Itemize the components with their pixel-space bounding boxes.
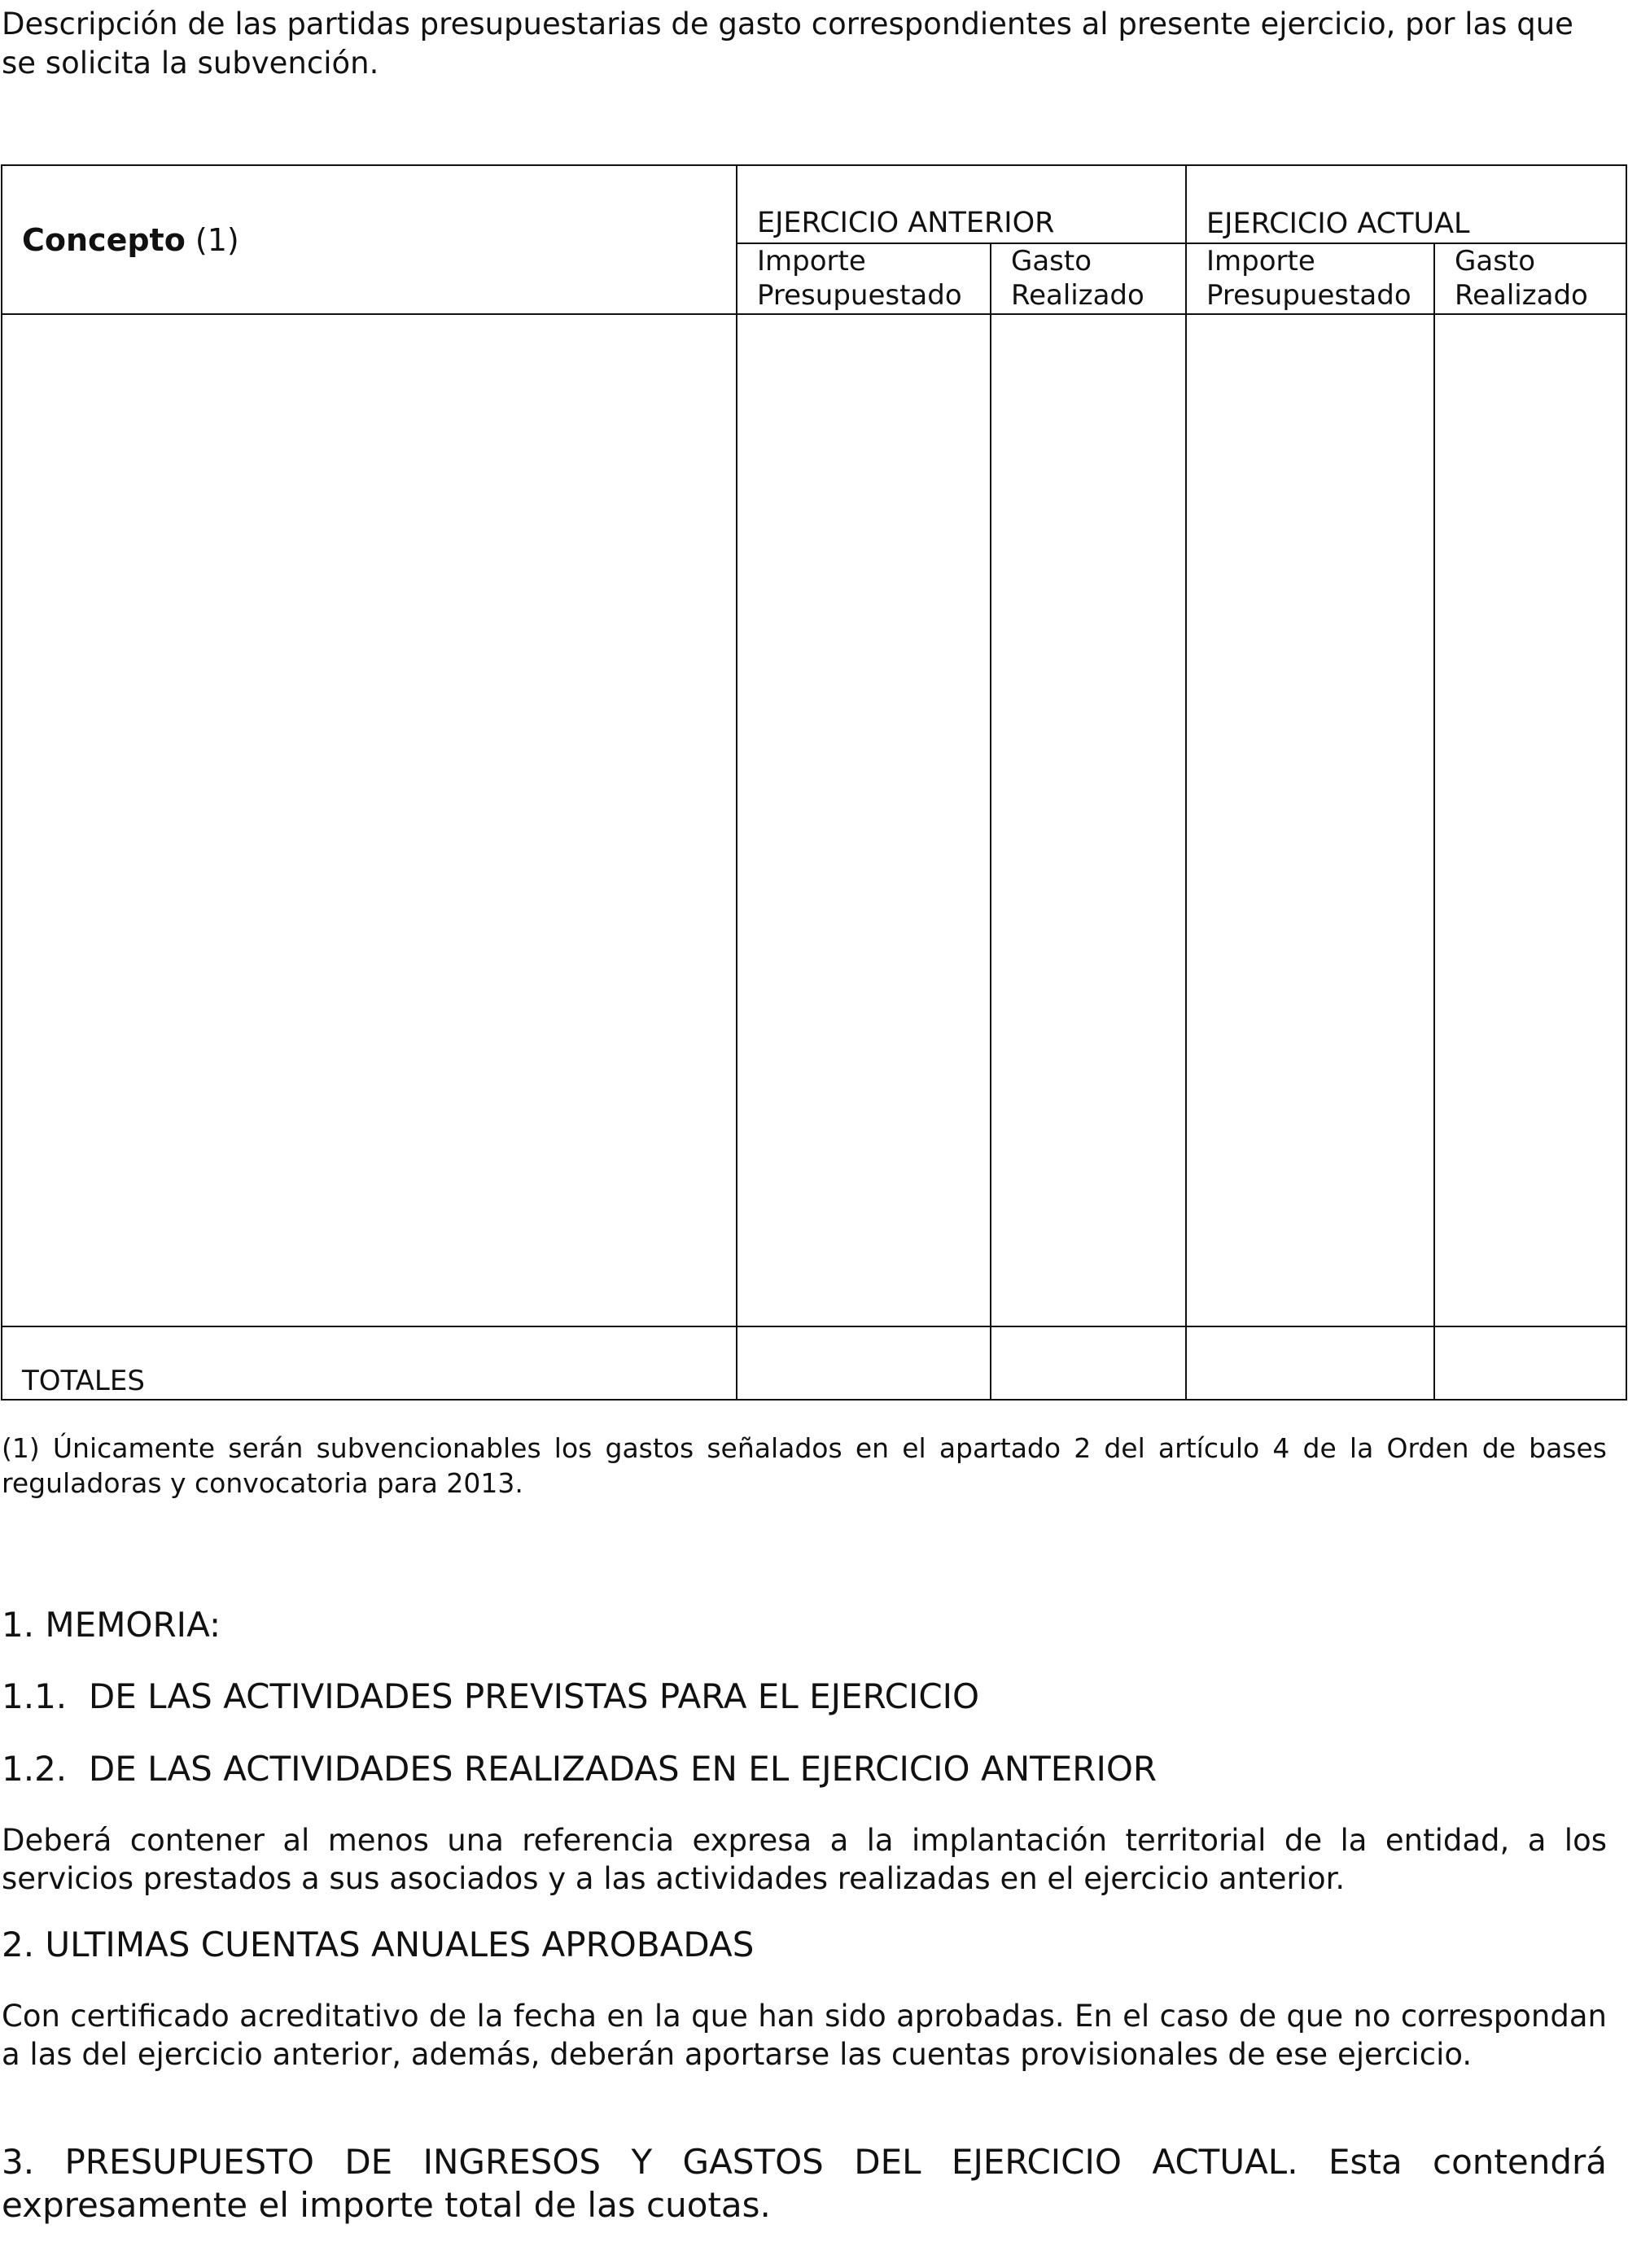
total-actual-importe-cell[interactable] bbox=[1186, 1326, 1434, 1400]
totales-label: TOTALES bbox=[2, 1326, 737, 1400]
concepto-label: Concepto bbox=[22, 221, 186, 258]
anterior-gasto-cell[interactable] bbox=[991, 314, 1186, 1326]
actual-importe-cell[interactable] bbox=[1186, 314, 1434, 1326]
table-row bbox=[2, 314, 1626, 1326]
concepto-cell[interactable] bbox=[2, 314, 737, 1326]
header-row-groups bbox=[2, 165, 1626, 243]
cuentas-heading: 2. ULTIMAS CUENTAS ANUALES APROBADAS bbox=[2, 1925, 755, 1964]
section-1-2-title: DE LAS ACTIVIDADES REALIZADAS EN EL EJERCICIO ANTERIOR bbox=[88, 1749, 1158, 1789]
intro-text: Descripción de las partidas presupuestarias de gasto correspondientes al presente ejercicio, por las que se solicita la subvención. bbox=[2, 7, 1573, 81]
presupuesto-heading: 3. PRESUPUESTO DE INGRESOS Y GASTOS DEL EJERCICIO ACTUAL. Esta contendrá expresamente el importe total de las cuotas. bbox=[2, 2142, 1607, 2225]
section-1-1-heading bbox=[2, 1675, 979, 1719]
section-1-2-number: 1.2. bbox=[2, 1749, 68, 1789]
memoria-description: Deberá contener al menos una referencia expresa a la implantación territorial de la entidad, a los servicios prestados a sus asociados y a las actividades realizadas en el ejercicio anterior. bbox=[2, 1823, 1607, 1896]
section-1-2-heading bbox=[2, 1747, 1157, 1791]
total-anterior-gasto-cell[interactable] bbox=[991, 1326, 1186, 1400]
anterior-importe-cell[interactable] bbox=[737, 314, 991, 1326]
totales-row bbox=[2, 1326, 1626, 1400]
concepto-header bbox=[2, 165, 737, 314]
actual-importe-header: Importe Presupuestado bbox=[1186, 243, 1434, 314]
budget-table bbox=[1, 164, 1627, 1401]
total-anterior-importe-cell[interactable] bbox=[737, 1326, 991, 1400]
section-1-1-title: DE LAS ACTIVIDADES PREVISTAS PARA EL EJERCICIO bbox=[88, 1676, 980, 1716]
actual-gasto-header: Gasto Realizado bbox=[1434, 243, 1626, 314]
total-actual-gasto-cell[interactable] bbox=[1434, 1326, 1626, 1400]
actual-gasto-cell[interactable] bbox=[1434, 314, 1626, 1326]
section-1-1-number: 1.1. bbox=[2, 1676, 68, 1716]
ejercicio-actual-header: EJERCICIO ACTUAL bbox=[1186, 165, 1626, 243]
anterior-gasto-header: Gasto Realizado bbox=[991, 243, 1186, 314]
footnote: (1) Únicamente serán subvencionables los gastos señalados en el apartado 2 del artículo 4 de la Orden de bases reguladoras y convocatoria para 2013. bbox=[2, 1432, 1607, 1499]
concepto-note: (1) bbox=[195, 221, 239, 258]
anterior-importe-header: Importe Presupuestado bbox=[737, 243, 991, 314]
cuentas-description: Con certificado acreditativo de la fecha en la que han sido aprobadas. En el caso de que no correspondan a las del ejercicio anterior, además, deberán aportarse las cuentas provisionales de ese ejercicio. bbox=[2, 1999, 1607, 2072]
ejercicio-anterior-header: EJERCICIO ANTERIOR bbox=[737, 165, 1186, 243]
memoria-heading: 1. MEMORIA: bbox=[2, 1605, 221, 1645]
